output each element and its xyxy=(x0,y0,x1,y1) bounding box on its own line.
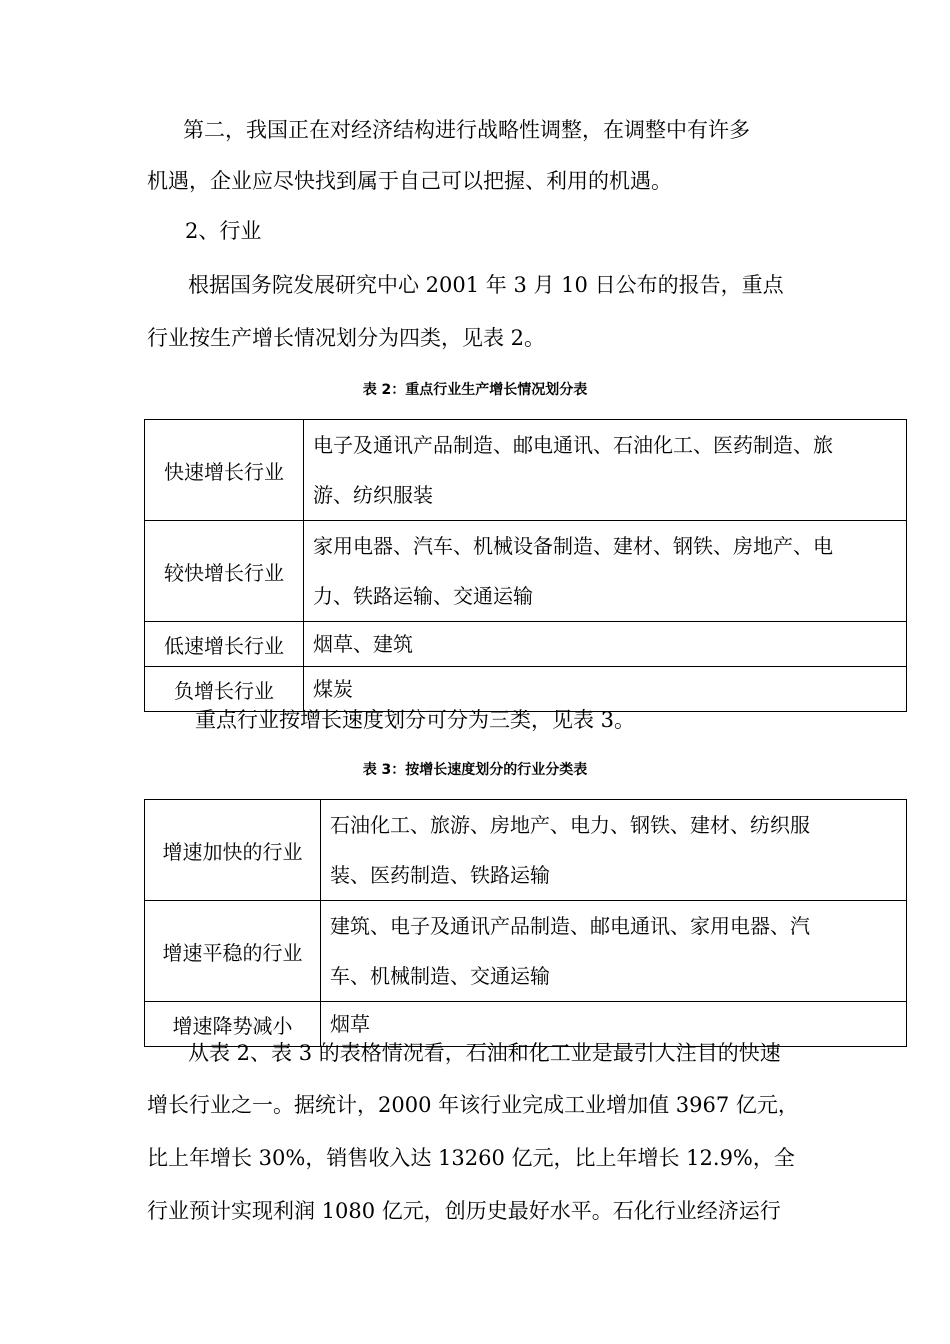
table-cell-category: 负增长行业 xyxy=(145,667,304,712)
table-row xyxy=(145,420,907,521)
table-row xyxy=(145,521,907,622)
text-line: 增长行业之一。据统计，2000 年该行业完成工业增加值 3967 亿元， xyxy=(147,1093,799,1117)
table-cell-industries xyxy=(321,901,907,1002)
table-row xyxy=(145,901,907,1002)
table-cell-industries xyxy=(304,420,907,521)
cell-line: 装、医药制造、铁路运输 xyxy=(330,863,550,887)
table-cell-category: 增速平稳的行业 xyxy=(145,901,321,1002)
section-heading: 2、行业 xyxy=(185,219,262,243)
text-line: 行业预计实现利润 1080 亿元，创历史最好水平。石化行业经济运行 xyxy=(147,1199,781,1223)
text-line: 机遇，企业应尽快找到属于自己可以把握、利用的机遇。 xyxy=(147,169,672,193)
cell-line: 车、机械制造、交通运输 xyxy=(330,964,550,988)
table-row xyxy=(145,800,907,901)
table-cell-industries: 煤炭 xyxy=(304,667,907,712)
table-row xyxy=(145,622,907,667)
table-cell-industries: 烟草 xyxy=(321,1002,907,1047)
text-line: 比上年增长 30%，销售收入达 13260 亿元，比上年增长 12.9%，全 xyxy=(147,1146,795,1170)
table-cell-category: 增速加快的行业 xyxy=(145,800,321,901)
text-line: 从表 2、表 3 的表格情况看，石油和化工业是最引人注目的快速 xyxy=(188,1041,781,1065)
table2 xyxy=(144,419,907,712)
table-cell-category: 低速增长行业 xyxy=(145,622,304,667)
table-cell-category: 快速增长行业 xyxy=(145,420,304,521)
cell-line: 力、铁路运输、交通运输 xyxy=(313,584,533,608)
table-cell-category: 较快增长行业 xyxy=(145,521,304,622)
table3-caption: 表 3：按增长速度划分的行业分类表 xyxy=(362,762,588,778)
cell-line: 游、纺织服装 xyxy=(313,483,433,507)
table2-caption: 表 2：重点行业生产增长情况划分表 xyxy=(362,382,588,398)
cell-line: 家用电器、汽车、机械设备制造、建材、钢铁、房地产、电 xyxy=(313,534,833,558)
table-cell-category: 增速降势减小 xyxy=(145,1002,321,1047)
cell-line: 建筑、电子及通讯产品制造、邮电通讯、家用电器、汽 xyxy=(330,914,810,938)
text-line: 行业按生产增长情况划分为四类，见表 2。 xyxy=(147,326,546,350)
table-cell-industries: 烟草、建筑 xyxy=(304,622,907,667)
table3 xyxy=(144,799,907,1047)
cell-line: 电子及通讯产品制造、邮电通讯、石油化工、医药制造、旅 xyxy=(313,433,833,457)
paragraph-growth-speed: 重点行业按增长速度划分可分为三类，见表 3。 xyxy=(195,708,636,732)
text-line: 第二，我国正在对经济结构进行战略性调整，在调整中有许多 xyxy=(183,118,750,142)
table-cell-industries xyxy=(321,800,907,901)
table-cell-industries xyxy=(304,521,907,622)
cell-line: 石油化工、旅游、房地产、电力、钢铁、建材、纺织服 xyxy=(330,813,810,837)
text-line: 根据国务院发展研究中心 2001 年 3 月 10 日公布的报告，重点 xyxy=(188,273,784,297)
